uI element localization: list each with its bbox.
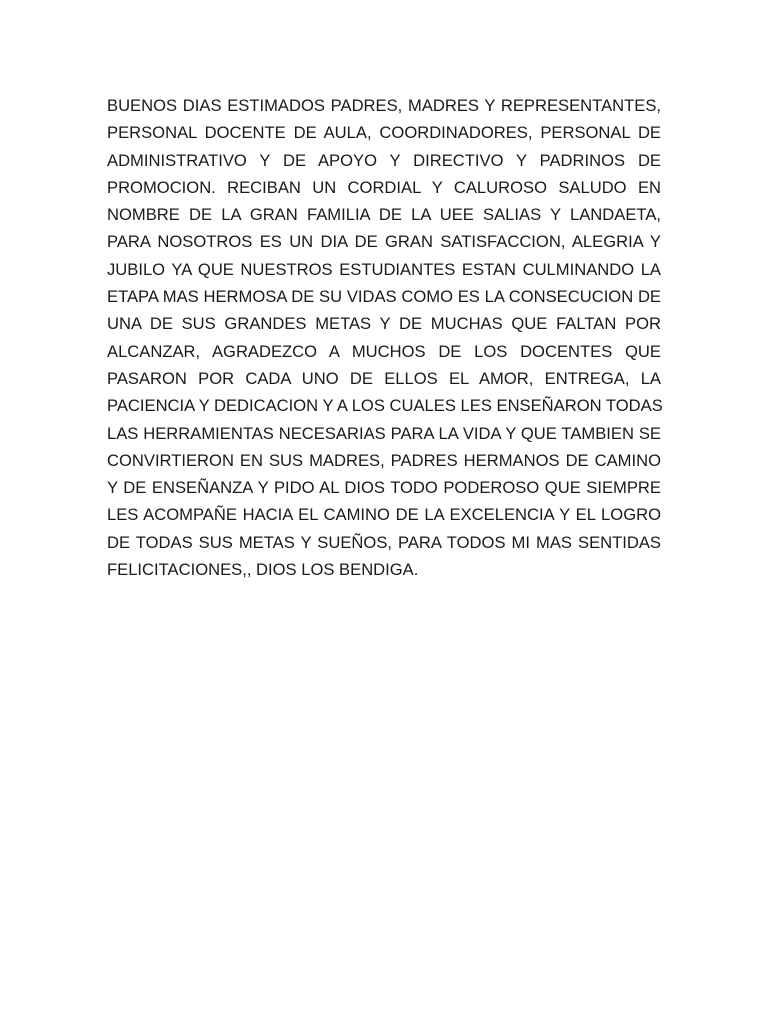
paragraph-line: LAS HERRAMIENTAS NECESARIAS PARA LA VIDA Y QUE TAMBIEN SE bbox=[107, 423, 661, 443]
paragraph-line: PARA NOSOTROS ES UN DIA DE GRAN SATISFACCION, ALEGRIA Y bbox=[107, 232, 661, 252]
paragraph-line: UNA DE SUS GRANDES METAS Y DE MUCHAS QUE FALTAN POR bbox=[107, 314, 661, 334]
paragraph-line: BUENOS DIAS ESTIMADOS PADRES, MADRES Y REPRESENTANTES, bbox=[107, 96, 661, 115]
paragraph-line: Y DE ENSEÑANZA Y PIDO AL DIOS TODO PODEROSO QUE SIEMPRE bbox=[107, 478, 661, 498]
paragraph-line: CONVIRTIERON EN SUS MADRES, PADRES HERMANOS DE CAMINO bbox=[107, 450, 661, 470]
paragraph-line: DE TODAS SUS METAS Y SUEÑOS, PARA TODOS MI MAS SENTIDAS bbox=[107, 532, 661, 552]
paragraph-line: NOMBRE DE LA GRAN FAMILIA DE LA UEE SALIAS Y LANDAETA, bbox=[107, 205, 661, 225]
paragraph-line: FELICITACIONES,, DIOS LOS BENDIGA. bbox=[107, 560, 419, 580]
paragraph-line: LES ACOMPAÑE HACIA EL CAMINO DE LA EXCELENCIA Y EL LOGRO bbox=[107, 505, 661, 525]
paragraph-line: JUBILO YA QUE NUESTROS ESTUDIANTES ESTAN CULMINANDO LA bbox=[107, 259, 661, 279]
paragraph-line: ETAPA MAS HERMOSA DE SU VIDAS COMO ES LA CONSECUCION DE bbox=[107, 287, 661, 307]
paragraph-line: PACIENCIA Y DEDICACION Y A LOS CUALES LES ENSEÑARON TODAS bbox=[107, 396, 663, 416]
paragraph-line: PASARON POR CADA UNO DE ELLOS EL AMOR, ENTREGA, LA bbox=[107, 368, 661, 388]
paragraph-line: ALCANZAR, AGRADEZCO A MUCHOS DE LOS DOCENTES QUE bbox=[107, 341, 661, 361]
paragraph-line: ADMINISTRATIVO Y DE APOYO Y DIRECTIVO Y PADRINOS DE bbox=[107, 150, 661, 170]
paragraph-line: PROMOCION. RECIBAN UN CORDIAL Y CALUROSO SALUDO EN bbox=[107, 177, 661, 197]
paragraph-line: PERSONAL DOCENTE DE AULA, COORDINADORES, PERSONAL DE bbox=[107, 123, 661, 143]
greeting-paragraph bbox=[107, 92, 661, 583]
